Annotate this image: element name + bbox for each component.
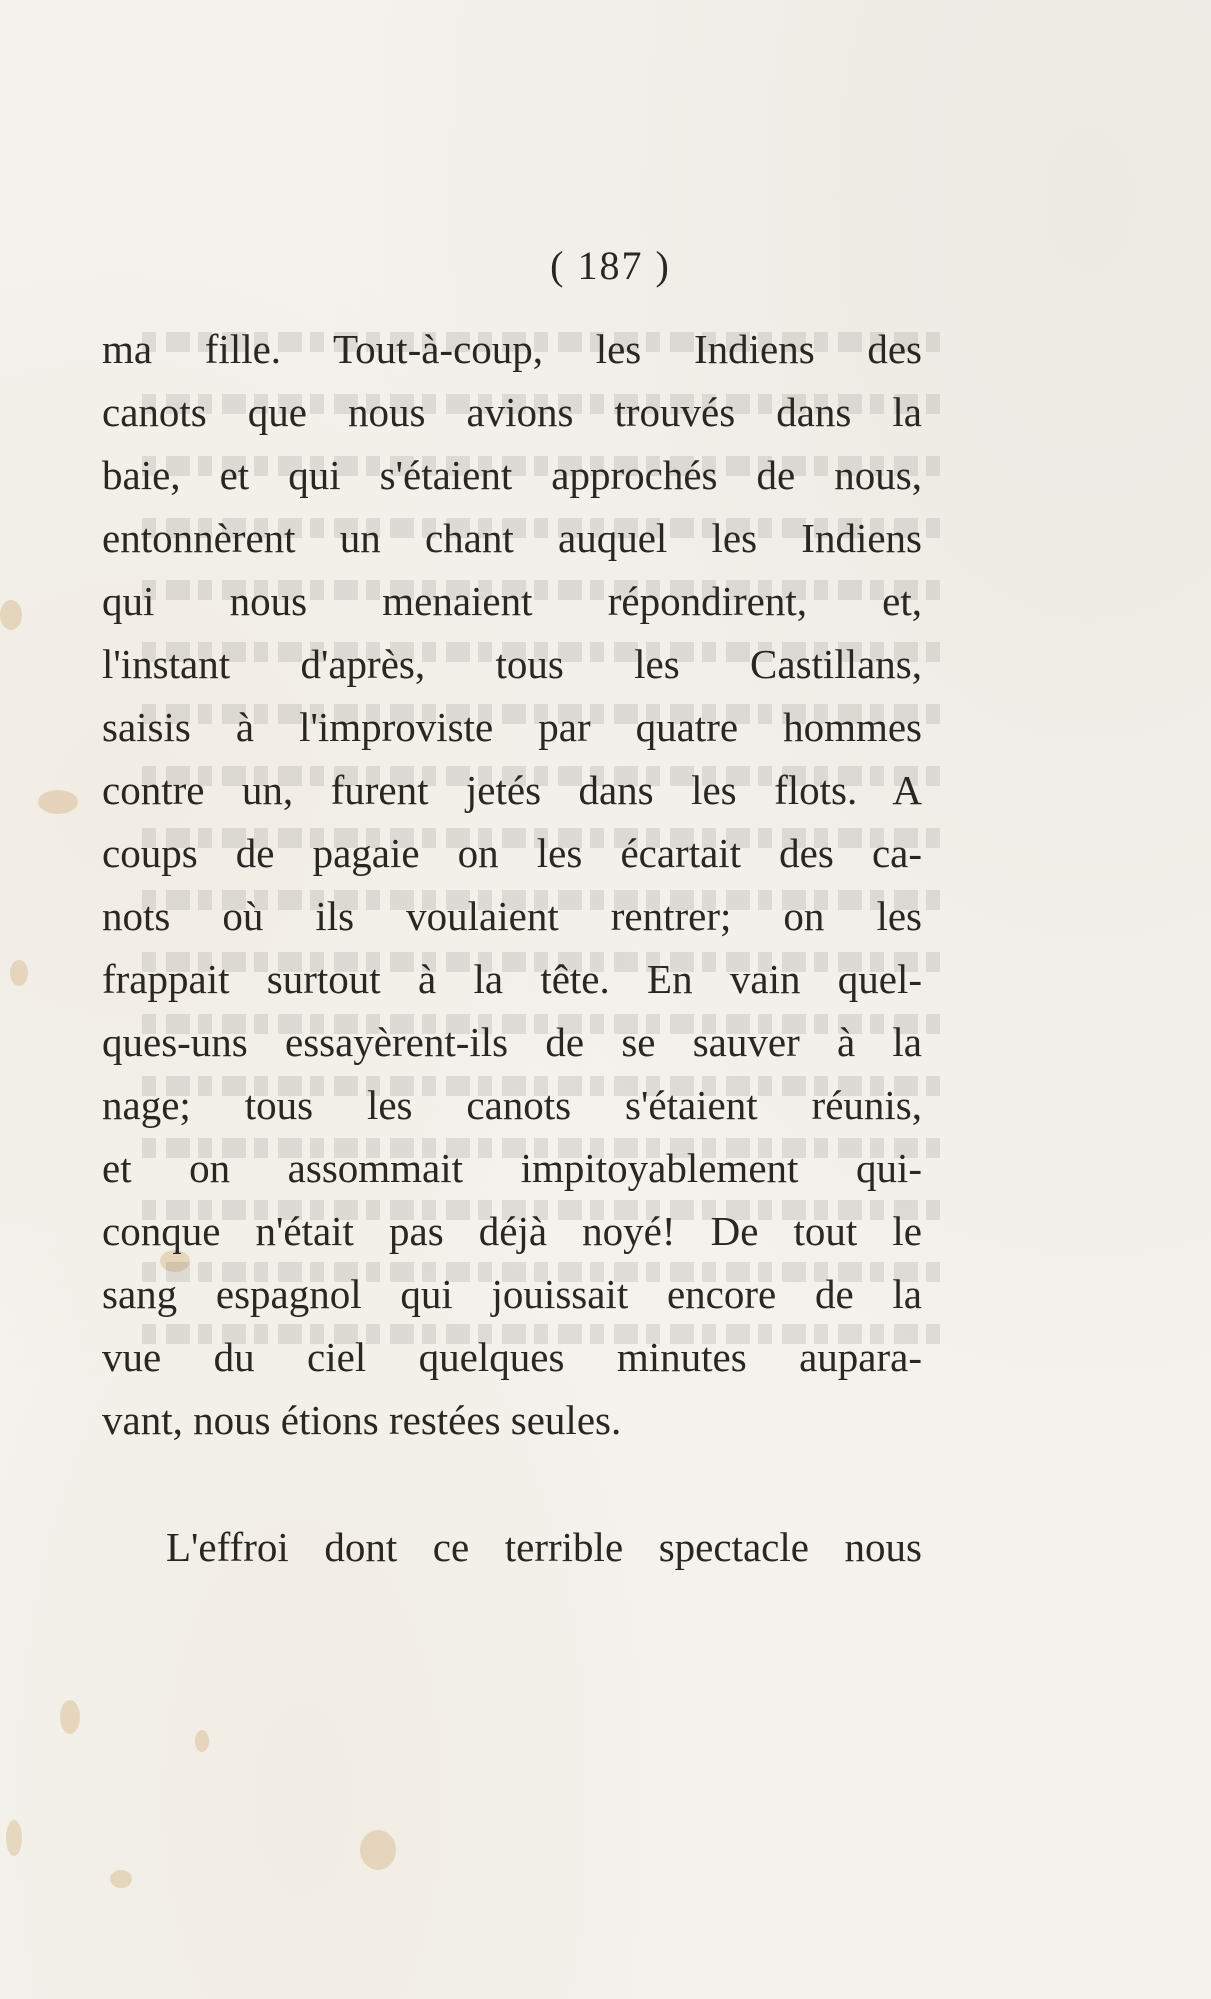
text-line: qui nous menaient répondirent, et,	[102, 578, 922, 624]
text-line: vant, nous étions restées seules.	[102, 1397, 622, 1443]
text-line: ma fille. Tout-à-coup, les Indiens des	[102, 326, 922, 372]
foxing-stain	[0, 600, 22, 630]
text-line: nots où ils voulaient rentrer; on les	[102, 893, 922, 939]
foxing-stain	[195, 1730, 209, 1752]
foxing-stain	[6, 1820, 22, 1856]
text-line: l'instant d'après, tous les Castillans,	[102, 641, 922, 687]
text-line: et on assommait impitoyablement qui-	[102, 1145, 922, 1191]
foxing-stain	[360, 1830, 396, 1870]
text-line: coups de pagaie on les écartait des ca-	[102, 830, 922, 876]
page-number: ( 187 )	[550, 243, 671, 288]
paragraph-new	[102, 1516, 922, 1579]
foxing-stain	[60, 1700, 80, 1734]
text-line: baie, et qui s'étaient approchés de nous,	[102, 452, 922, 498]
paragraph-continued	[102, 318, 922, 1452]
foxing-stain	[10, 960, 28, 986]
text-line: nage; tous les canots s'étaient réunis,	[102, 1082, 922, 1128]
text-line: sang espagnol qui jouissait encore de la	[102, 1271, 922, 1317]
text-line: L'effroi dont ce terrible spectacle nous	[166, 1524, 922, 1570]
text-line: canots que nous avions trouvés dans la	[102, 389, 922, 435]
text-line: vue du ciel quelques minutes aupara-	[102, 1334, 922, 1380]
foxing-stain	[110, 1870, 132, 1888]
text-line: ques-uns essayèrent-ils de se sauver à la	[102, 1019, 922, 1065]
foxing-stain	[38, 790, 78, 814]
text-line: entonnèrent un chant auquel les Indiens	[102, 515, 922, 561]
text-line: contre un, furent jetés dans les flots. A	[102, 767, 922, 813]
text-line: saisis à l'improviste par quatre hommes	[102, 704, 922, 750]
text-line: conque n'était pas déjà noyé! De tout le	[102, 1208, 922, 1254]
text-line: frappait surtout à la tête. En vain quel-	[102, 956, 922, 1002]
